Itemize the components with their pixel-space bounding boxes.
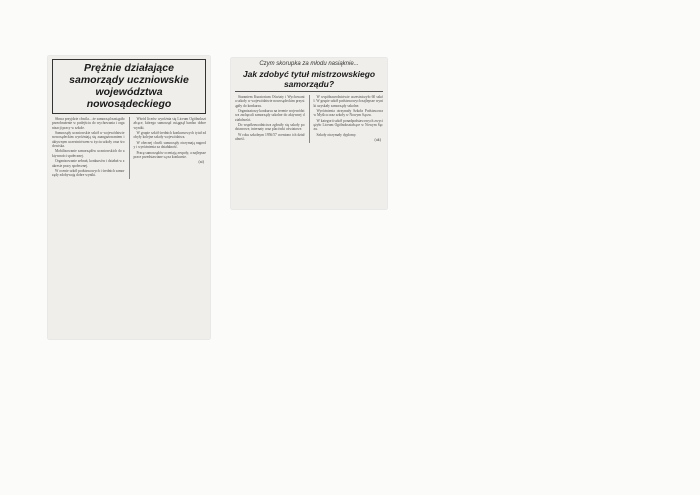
newspaper-clipping-right [231,58,387,209]
clipping-headline: Prężnie działające samorządy uczniowskie województwa nowosądeckiego [52,59,206,114]
paragraph: Wyróżnienia otrzymały Szkoła Podstawowa w Myślcu oraz szkoły w Nowym Sączu. [313,109,383,118]
author-signature: (ai) [198,159,204,165]
paragraph: Wśród liceów wyróżnia się Liceum Ogólnokształcące, którego samorząd osiągnął bardzo dobre wyniki. [133,117,206,130]
clipping-kicker: Czym skorupka za młodu nasiąknie... [259,61,359,67]
newspaper-clipping-left [48,56,210,339]
paragraph: Mobilizowanie samorządów uczniowskich do aktywności społecznej. [52,149,125,158]
paragraph: W grupie szkół średnich konkursowych tytuł zdobyły kolejne szkoły województwa. [133,131,206,140]
paragraph: Organizatorzy konkursu na terenie województwa zachęcali samorządy szkolne do aktywnej działalności. [235,109,305,122]
article-column-1 [235,95,305,143]
article-column-2 [134,117,207,179]
paragraph: W współzawodnictwie uczestniczyło 60 szkół. W grupie szkół podstawowych najlepsze wyniki uzyskały samorządy szkolne. [313,95,383,108]
column-divider [129,117,130,179]
clipping-headline: Jak zdobyć tytuł mistrzowskiego samorządu? [235,69,383,92]
article-column-2 [314,95,384,143]
author-signature: (ak) [374,137,381,143]
article-column-1 [52,117,125,179]
paragraph: W roku szkolnym 1956/57 oceniono ich działalność. [235,132,305,142]
paragraph: Do współzawodnictwa zgłosiły się szkoły podstawowe, internaty oraz placówki oświatowe. [235,123,305,132]
article-body [235,95,383,143]
paragraph: Pracę samorządów oceniają zespoły, a najlepsze prace przedstawiane są na konkursie. [133,150,206,159]
paragraph: Sława przyjdzie chwila... że samorząd nastąpiło przeobrażenie w podejściu do wychowania i organizacji pracy w szkole. [52,117,125,130]
paragraph: Organizowanie zebrań, konkursów i działań w zakresie pracy społecznej. [52,159,125,168]
column-divider [309,95,310,143]
paragraph: Samorządy uczniowskie szkół w województwie nowosądeckim wyróżniają się zaangażowaniem i aktywnym uczestnictwem w życiu szkoły oraz środowiska. [52,131,125,148]
paragraph: Szkoły otrzymały dyplomy. [316,132,357,137]
paragraph: W obecnej chwili samorządy otrzymają nagrody i wyróżnienia za działalność. [133,140,206,150]
paragraph: W kategorii szkół ponadpodstawowych zwyciężyło Liceum Ogólnokształcące w Nowym Sączu. [313,118,383,132]
article-body [52,117,206,179]
paragraph: Staraniem Kuratorium Oświaty i Wychowania szkoły w województwie nowosądeckim przystąpiły do konkursu. [235,95,305,108]
paragraph: W ocenie szkół podstawowych i średnich samorządy zdobywają dobre wyniki. [52,169,125,178]
